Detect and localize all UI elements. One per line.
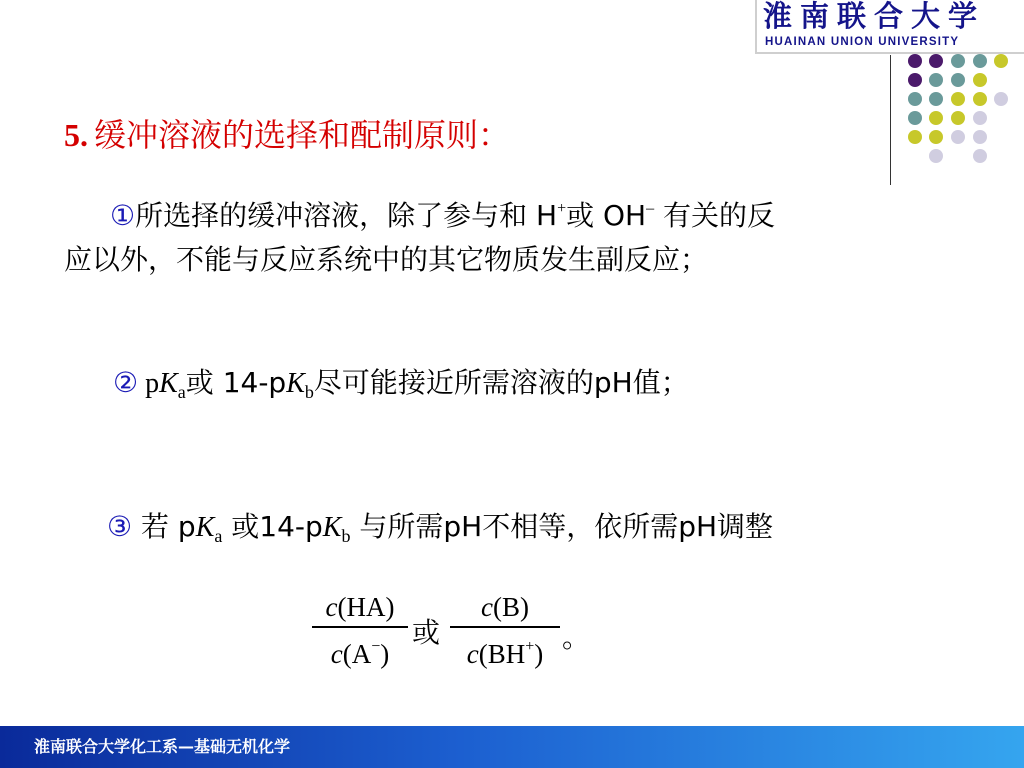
item2-p: p	[138, 368, 160, 399]
item1-text-c: 有关的反	[654, 199, 776, 232]
item3-sub-a: a	[214, 526, 223, 546]
item2-k1: K	[159, 368, 178, 399]
close-paren: )	[534, 638, 544, 669]
dot	[994, 54, 1008, 68]
fraction-b-numerator	[450, 590, 560, 624]
formula-or: 或	[412, 616, 441, 649]
title-text: 缓冲溶液的选择和配制原则：	[94, 116, 511, 154]
formula-period: 。	[562, 621, 591, 654]
item1-sup-b: –	[646, 200, 655, 217]
dot	[908, 92, 922, 106]
dot	[951, 130, 965, 144]
item3-sub-b: b	[341, 526, 351, 546]
c-symbol: c	[481, 592, 493, 622]
bh-term: (BH	[478, 638, 526, 669]
university-logo	[755, 0, 1024, 54]
item2-k2: K	[286, 368, 305, 399]
item3-or: 或14-p	[222, 510, 323, 543]
title-number: 5.	[64, 117, 88, 153]
dot	[929, 54, 943, 68]
item3-k2: K	[322, 512, 342, 543]
dot	[951, 111, 965, 125]
item2-line	[113, 366, 689, 409]
b-term: (B)	[492, 592, 529, 622]
fraction-b-denominator	[450, 630, 560, 671]
c-symbol: c	[330, 638, 343, 669]
circled-number-2: ②	[113, 366, 139, 399]
decorative-dot-grid	[905, 50, 1005, 170]
dot	[929, 111, 943, 125]
fraction-ha-numerator	[312, 590, 408, 624]
fraction-b	[450, 590, 560, 671]
item2-rest: 尽可能接近所需溶液的pH值；	[313, 366, 689, 399]
item3-k1: K	[195, 512, 215, 543]
item3-line	[107, 510, 773, 553]
item1-text-a: 所选择的缓冲溶液，除了参与和 H	[135, 199, 558, 232]
dot	[973, 92, 987, 106]
footer-bar	[0, 726, 1024, 768]
close-paren: )	[380, 638, 390, 669]
dot	[929, 92, 943, 106]
dot	[929, 73, 943, 87]
item2-sub-a: a	[177, 382, 186, 402]
item2-sub-b: b	[304, 382, 314, 402]
item3-ruo: 若 p	[132, 510, 196, 543]
dot	[973, 130, 987, 144]
dot	[908, 130, 922, 144]
dot	[973, 54, 987, 68]
dot	[929, 149, 943, 163]
fraction-bar	[450, 626, 560, 628]
dot	[973, 111, 987, 125]
circled-number-3: ③	[107, 510, 133, 543]
dot	[973, 149, 987, 163]
item1-text-b: 或 OH	[566, 199, 647, 232]
dot	[908, 111, 922, 125]
dot	[973, 73, 987, 87]
footer-text: 淮南联合大学化工系—基础无机化学	[34, 737, 291, 756]
item3-rest: 与所需pH不相等，依所需pH调整	[350, 510, 774, 543]
fraction-ha	[312, 590, 408, 671]
c-symbol: c	[466, 638, 479, 669]
a-term: (A	[342, 638, 372, 669]
item1-line1	[110, 192, 775, 233]
dot	[994, 92, 1008, 106]
circled-number-1: ①	[110, 199, 136, 232]
decorative-vertical-line	[890, 55, 891, 185]
dot	[951, 73, 965, 87]
minus-charge: −	[371, 637, 381, 655]
dot	[951, 54, 965, 68]
item1-line2: 应以外，不能与反应系统中的其它物质发生副反应；	[64, 243, 709, 276]
dot	[908, 54, 922, 68]
fraction-bar	[312, 626, 408, 628]
fraction-ha-denominator	[312, 630, 408, 671]
logo-chinese-name: 淮南联合大学	[763, 0, 986, 33]
ha-term: (HA)	[337, 592, 395, 622]
plus-charge: +	[525, 637, 535, 655]
item1-sup-a: +	[557, 200, 567, 217]
dot	[929, 130, 943, 144]
slide-title	[64, 113, 510, 157]
c-symbol: c	[325, 592, 338, 622]
dot	[951, 92, 965, 106]
dot	[908, 73, 922, 87]
logo-english-name: HUAINAN UNION UNIVERSITY	[765, 36, 960, 48]
item2-or: 或 14-p	[185, 366, 287, 399]
